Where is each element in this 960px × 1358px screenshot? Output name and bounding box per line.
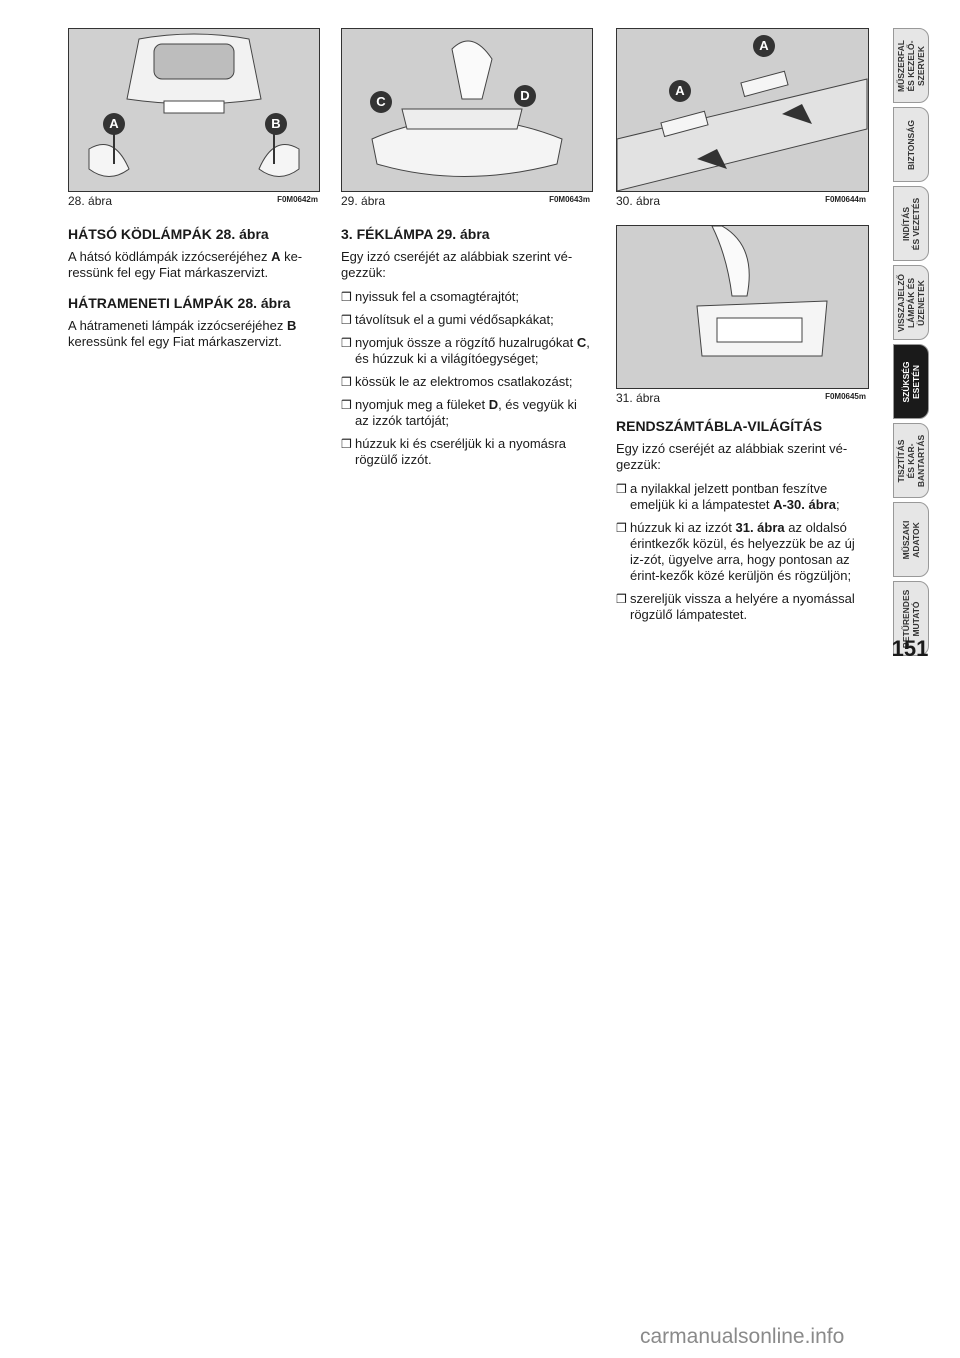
- checkbox-bullet-icon: ❒: [616, 482, 627, 496]
- list-item: [341, 374, 593, 390]
- tab-emergency[interactable]: [893, 344, 929, 419]
- checkbox-bullet-icon: ❒: [341, 290, 352, 304]
- tab-starting-driving[interactable]: [893, 186, 929, 261]
- ref-label-a30: A-30. ábra: [773, 497, 836, 512]
- ref-label-a: A: [271, 249, 281, 264]
- figure-31-caption: 31. ábra: [616, 391, 661, 405]
- tab-label: VISSZAJELZŐ LÁMPÁK ÉS ÜZENETEK: [896, 273, 926, 332]
- paragraph-fog-lamps: [68, 249, 320, 281]
- text-segment: , és vegyük ki az izzók tartóját;: [355, 397, 577, 428]
- list-item-text: [355, 335, 593, 367]
- figure-30-caption: 30. ábra: [616, 194, 661, 208]
- figure-30-code: F0M0644m: [825, 195, 866, 204]
- figure-29-code: F0M0643m: [549, 195, 590, 204]
- text-segment: húzzuk ki az izzót: [630, 520, 736, 535]
- tab-label: MŰSZAKI ADATOK: [901, 520, 921, 559]
- figure-29-image: [341, 28, 593, 192]
- checkbox-bullet-icon: ❒: [341, 336, 352, 350]
- figure-30-image: [616, 28, 869, 192]
- watermark-text[interactable]: carmanualsonline.info: [640, 1325, 845, 1348]
- list-item: [341, 397, 593, 429]
- text-segment: , és húzzuk ki a világítóegységet;: [355, 335, 590, 366]
- text-segment: keressünk fel egy Fiat márkaszervizt.: [68, 334, 282, 349]
- figure-28-caption: 28. ábra: [68, 194, 113, 208]
- text-segment: A hátsó ködlámpák izzócseréjéhez: [68, 249, 272, 264]
- ref-label-31: 31. ábra: [735, 520, 785, 535]
- column-fog-reverse-lamps: [68, 226, 320, 358]
- heading-third-brake-lamp: 3. FÉKLÁMPA 29. ábra: [341, 226, 490, 242]
- figure-label-a: A: [103, 113, 125, 135]
- figure-label-a-lower: A: [669, 80, 691, 102]
- tab-maintenance[interactable]: [893, 423, 929, 498]
- list-item-text: szereljük vissza a helyére a nyomással rögzülő lámpatestet.: [630, 591, 855, 622]
- ref-label-b: B: [286, 318, 297, 333]
- list-item-text: húzzuk ki és cseréljük ki a nyomásra rögzülő izzót.: [355, 436, 566, 467]
- list-item: [616, 520, 868, 584]
- text-segment: A hátrameneti lámpák izzócseréjéhez: [68, 318, 287, 333]
- page-number: 151: [891, 636, 929, 661]
- text-segment: nyomjuk össze a rögzítő huzalrugókat: [355, 335, 577, 350]
- tab-label: INDÍTÁS ÉS VEZETÉS: [901, 197, 921, 250]
- tab-warning-lights[interactable]: [893, 265, 929, 340]
- list-item-text: távolítsuk el a gumi védősapkákat;: [355, 312, 554, 327]
- checkbox-bullet-icon: ❒: [616, 592, 627, 606]
- tab-technical-data[interactable]: [893, 502, 929, 577]
- column-brake-lamp: [341, 226, 593, 475]
- checkbox-bullet-icon: ❒: [341, 375, 352, 389]
- text-segment: az oldalsó érintkezők közül, és helyezzük be az új iz-zót, ügyelve arra, hogy pontosan az érint-kezők közé kerüljön és rögzüljön;: [630, 520, 855, 583]
- list-item-text: kössük le az elektromos csatlakozást;: [355, 374, 573, 389]
- ref-label-d: D: [488, 397, 499, 412]
- figure-label-c: C: [370, 91, 392, 113]
- figure-label-a-upper: A: [753, 35, 775, 57]
- heading-reverse-lamps: HÁTRAMENETI LÁMPÁK 28. ábra: [68, 295, 291, 311]
- heading-rear-fog-lamps: HÁTSÓ KÖDLÁMPÁK 28. ábra: [68, 226, 269, 242]
- bulb-removal-illustration: [617, 226, 868, 388]
- intro-text: Egy izzó cseréjét az alábbiak szerint vé-gezzük:: [616, 441, 848, 472]
- tab-label: TISZTÍTÁS ÉS KAR- BANTARTÁS: [896, 434, 926, 487]
- checkbox-bullet-icon: ❒: [341, 398, 352, 412]
- text-segment: ke-ressünk fel egy Fiat márkaszervizt.: [68, 249, 303, 280]
- list-item: [616, 481, 868, 513]
- tab-dashboard-controls[interactable]: [893, 28, 929, 103]
- ref-label-c: C: [576, 335, 587, 350]
- paragraph-reverse-lamps: [68, 318, 320, 350]
- figure-28-image: [68, 28, 320, 192]
- list-item: [341, 335, 593, 367]
- figure-label-d: D: [514, 85, 536, 107]
- figure-28-code: F0M0642m: [277, 195, 318, 204]
- heading-plate-lighting: RENDSZÁMTÁBLA-VILÁGÍTÁS: [616, 418, 823, 434]
- figure-label-b: B: [265, 113, 287, 135]
- checkbox-bullet-icon: ❒: [341, 437, 352, 451]
- car-rear-illustration: [69, 29, 319, 191]
- figure-29-caption: 29. ábra: [341, 194, 386, 208]
- list-item: [341, 289, 593, 305]
- list-item-text: nyissuk fel a csomagtérajtót;: [355, 289, 520, 304]
- list-item: [341, 312, 593, 328]
- figure-31-image: [616, 225, 869, 389]
- tab-label: MŰSZERFAL ÉS KEZELŐ- SZERVEK: [896, 39, 926, 92]
- tab-safety[interactable]: [893, 107, 929, 182]
- intro-text: Egy izzó cseréjét az alábbiak szerint vé-gezzük:: [341, 249, 573, 280]
- tab-label: SZÜKSÉG ESETÉN: [901, 360, 921, 403]
- checkbox-bullet-icon: ❒: [341, 313, 352, 327]
- list-item-text: [355, 397, 593, 429]
- plate-light-illustration: [617, 29, 868, 191]
- text-segment: a nyilakkal jelzett pontban feszítve emeljük ki a lámpatestet: [630, 481, 828, 512]
- list-item-text: [630, 520, 868, 584]
- figure-31-code: F0M0645m: [825, 392, 866, 401]
- column-plate-light: [616, 418, 868, 630]
- text-segment: nyomjuk meg a füleket: [355, 397, 489, 412]
- checkbox-bullet-icon: ❒: [616, 521, 627, 535]
- list-item: [616, 591, 868, 623]
- tab-label: BETŰRENDES MUTATÓ: [901, 589, 921, 648]
- list-item: [341, 436, 593, 468]
- list-item-text: [630, 481, 868, 513]
- text-segment: ;: [835, 497, 840, 512]
- tab-label: BIZTONSÁG: [906, 119, 916, 170]
